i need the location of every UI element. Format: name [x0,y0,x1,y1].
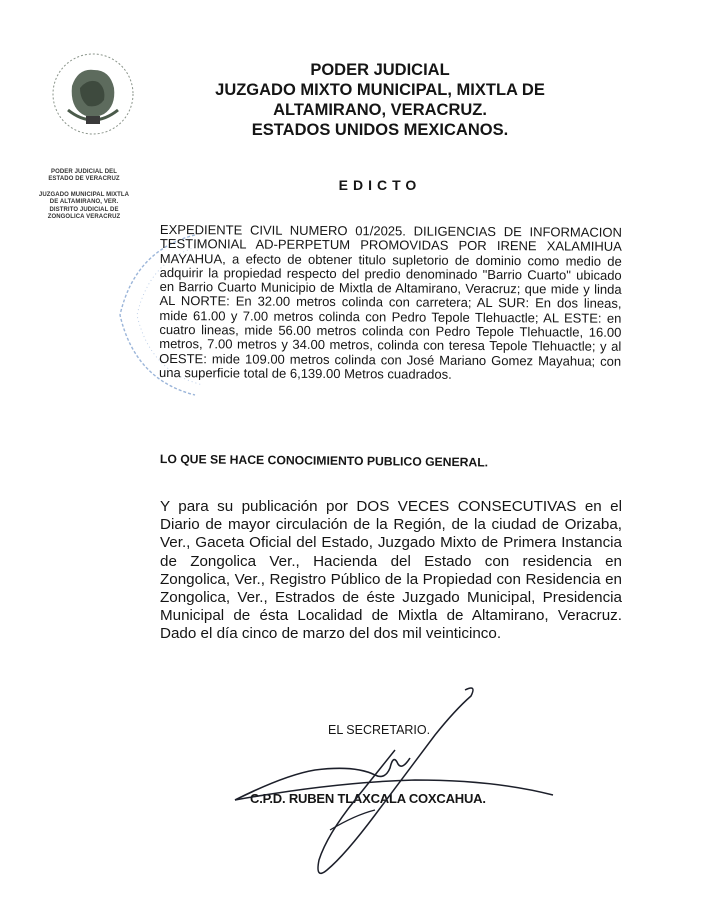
stamp-line: JUZGADO MUNICIPAL MIXTLA [38,191,130,198]
stamp-line: ESTADO DE VERACRUZ [48,176,120,183]
public-notice-statement: LO QUE SE HACE CONOCIMIENTO PUBLICO GENERAL. [159,452,489,470]
stamp-line: DISTRITO JUDICIAL DE [49,206,119,213]
document-header [190,60,570,140]
mexican-coat-of-arms-seal [48,48,138,140]
stamp-line: DE ALTAMIRANO, VER. [49,199,119,206]
header-line: ALTAMIRANO, VERACRUZ. [273,101,487,119]
header-line: PODER JUDICIAL [310,61,450,79]
publication-paragraph: Y para su publicación por DOS VECES CONSECUTIVAS en el Diario de mayor circulación de la Región, de la ciudad de Orizaba, Ver., Gaceta Oficial del Estado, Juzgado Mixto de Primera Instancia de Zongolica Ver., Hacienda del Estado con residencia en Zongolica, Ver., Registro Público de la Propiedad con Residencia en Zongolica, Ver., Estrados de éste Juzgado Municipal, Presidencia Municipal de ésta Localidad de Mixtla de Altamirano, Veracruz. Dado el día cinco de marzo del dos mil veinticinco. [160,498,622,643]
court-stamp [24,169,144,221]
header-line: JUZGADO MIXTO MUNICIPAL, MIXTLA DE [215,81,545,99]
handwritten-signature [215,680,555,890]
stamp-line: ZONGOLICA VERACRUZ [47,214,121,221]
stamp-line: PODER JUDICIAL DEL [50,169,118,175]
header-line: ESTADOS UNIDOS MEXICANOS. [251,121,509,139]
signer-name: C.P.D. RUBEN TLAXCALA COXCAHUA. [250,791,486,806]
signature-role: EL SECRETARIO. [328,723,431,737]
case-description-paragraph: EXPEDIENTE CIVIL NUMERO 01/2025. DILIGENCIAS DE INFORMACION TESTIMONIAL AD-PERPETUM PROMOVIDAS POR IRENE XALAMIHUA MAYAHUA, a efecto de obtener titulo supletorio de dominio como medio de adquirir la propiedad respecto del predio denominado "Barrio Cuarto" ubicado en Barrio Cuarto Municipio de Mixtla de Altamirano, Veracruz; que mide y linda AL NORTE: En 32.00 metros colinda con carretera; AL SUR: En dos lineas, mide 61.00 y 7.00 metros colinda con Pedro Tepole Tlehuactle; AL ESTE: en cuatro lineas, mide 56.00 metros colinda con Pedro Tepole Tlehuactle, 16.00 metros, 7.00 metros y 34.00 metros, colinda con teresa Tepole Tlehuactle; y al OESTE: mide 109.00 metros colinda con José Mariano Gomez Mayahua; con una superficie total de 6,139.00 Metros cuadrados. [159,222,622,382]
document-title: EDICTO [338,177,422,193]
